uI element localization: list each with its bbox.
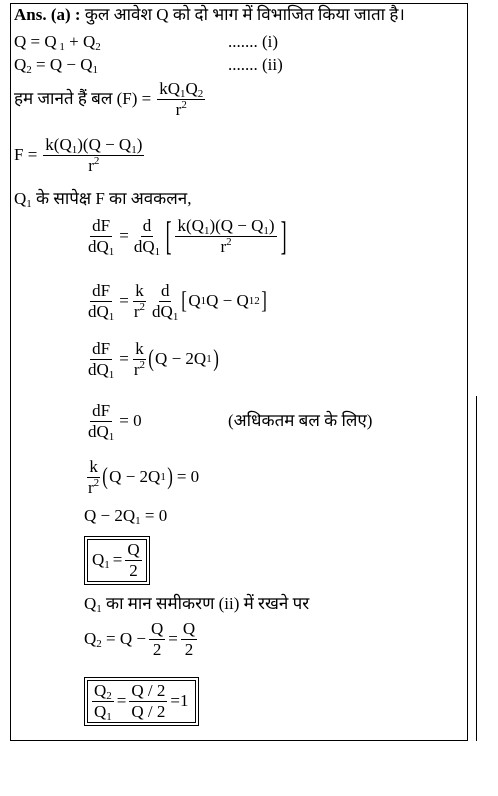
ratio-result-box: $\frac{Q_2}{Q_1}$ = $\frac{Q / 2}{Q / 2}$ =1: [84, 677, 199, 726]
derivative-step-1: $\frac{dF}{dQ_1}$ = $\frac{d}{dQ_1}$ [ $\frac{k(Q_1)(Q - Q_1)}{r^2}$ ]: [88, 213, 287, 258]
derivative-step-2: $\frac{dF}{dQ_1}$ = $\frac{k}{r^2}$ $\frac{d}{dQ_1}$ [ Q 1 Q − Q 1 2 ]: [88, 281, 267, 323]
force-intro-text: हम जानते हैं बल (F) =: [14, 89, 152, 108]
intro-text: कुल आवेश Q को दो भाग में विभाजित किया जाता है।: [84, 5, 405, 24]
right-border-line: [476, 396, 477, 741]
answer-heading: [14, 6, 405, 25]
max-force-note: (अधिकतम बल के लिए): [228, 411, 373, 430]
substitute-line: $Q_1$ का मान समीकरण (ii) में रखने पर: [84, 594, 310, 615]
force-fraction: $\frac{kQ_1Q_2}{r^2}$: [159, 79, 204, 119]
force-substituted-equation: F = $\frac{k(Q_1)(Q - Q_1)}{r^2}$: [14, 135, 143, 175]
differentiate-text: के सापेक्ष F का अवकलन,: [36, 189, 192, 208]
equation-label-i: ....... (i): [228, 32, 279, 51]
equation-label-ii: ....... (ii): [228, 55, 283, 74]
simplified-condition: $Q - 2Q_1 = 0$: [84, 506, 168, 527]
differentiate-line: $Q_1$ के सापेक्ष F का अवकलन,: [14, 189, 192, 210]
result-q1-box: $Q_1$ = $\frac{Q}{2}$: [84, 536, 150, 585]
derivative-step-3: $\frac{dF}{dQ_1}$ = $\frac{k}{r^2}$ ( Q − 2Q 1 ): [88, 339, 219, 381]
equation-q-sum: Q = Q $_1 + Q_2$: [14, 32, 101, 53]
substitute-text: का मान समीकरण (ii) में रखने पर: [106, 594, 310, 613]
equation-q2: $Q_2 = Q - Q_1$: [14, 55, 99, 76]
force-law-equation: [14, 80, 205, 119]
condition-equation: $\frac{k}{r^2}$ ( Q − 2Q 1 ) = 0: [88, 457, 200, 497]
derivative-zero-condition: $\frac{dF}{dQ_1}$ = 0: [88, 401, 142, 443]
answer-label: Ans. (a) :: [14, 5, 81, 24]
q2-result-equation: $Q_2 = Q$ − $\frac{Q}{2}$ = $\frac{Q}{2}$: [84, 619, 196, 659]
